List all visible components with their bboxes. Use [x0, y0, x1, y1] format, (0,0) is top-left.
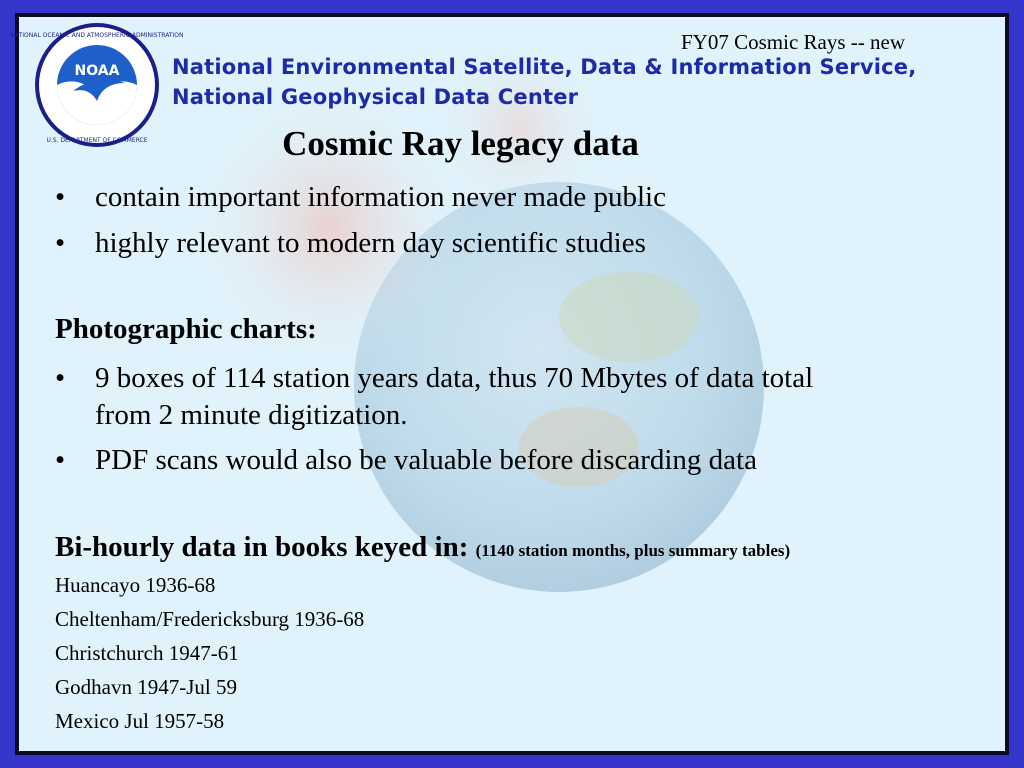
svg-text:NOAA: NOAA [74, 63, 120, 79]
bullet-icon: • [55, 181, 66, 213]
bullet-text: contain important information never made public [95, 181, 666, 213]
bihourly-note: (1140 station months, plus summary tables) [475, 541, 791, 560]
station-item: Huancayo 1936-68 [55, 573, 216, 597]
bullet-text: 9 boxes of 114 station years data, thus 70 Mbytes of data total [95, 362, 814, 394]
center-name: National Geophysical Data Center [172, 85, 579, 109]
photographic-heading: Photographic charts: [55, 313, 317, 345]
svg-text:NATIONAL OCEANIC AND ATMOSPHER: NATIONAL OCEANIC AND ATMOSPHERIC ADMINISTRATION [10, 32, 184, 39]
bullet-text: PDF scans would also be valuable before discarding data [95, 444, 757, 476]
slide-label: FY07 Cosmic Rays -- new [681, 30, 905, 54]
station-item: Christchurch 1947-61 [55, 641, 239, 665]
bullet-text-continued: from 2 minute digitization. [95, 399, 408, 431]
bullet-icon: • [55, 362, 66, 394]
bihourly-heading-text: Bi-hourly data in books keyed in: [55, 531, 469, 563]
slide [10, 13, 1009, 755]
station-item: Mexico Jul 1957-58 [55, 709, 225, 733]
bullet-text: highly relevant to modern day scientific studies [95, 227, 646, 259]
agency-name: National Environmental Satellite, Data & Information Service, [172, 55, 917, 79]
bullet-icon: • [55, 227, 66, 259]
svg-text:U.S. DEPARTMENT OF COMMERCE: U.S. DEPARTMENT OF COMMERCE [46, 137, 148, 144]
bihourly-heading [55, 531, 790, 564]
station-item: Godhavn 1947-Jul 59 [55, 675, 237, 699]
station-item: Cheltenham/Fredericksburg 1936-68 [55, 607, 365, 631]
slide-title: Cosmic Ray legacy data [282, 124, 639, 163]
bullet-icon: • [55, 444, 66, 476]
